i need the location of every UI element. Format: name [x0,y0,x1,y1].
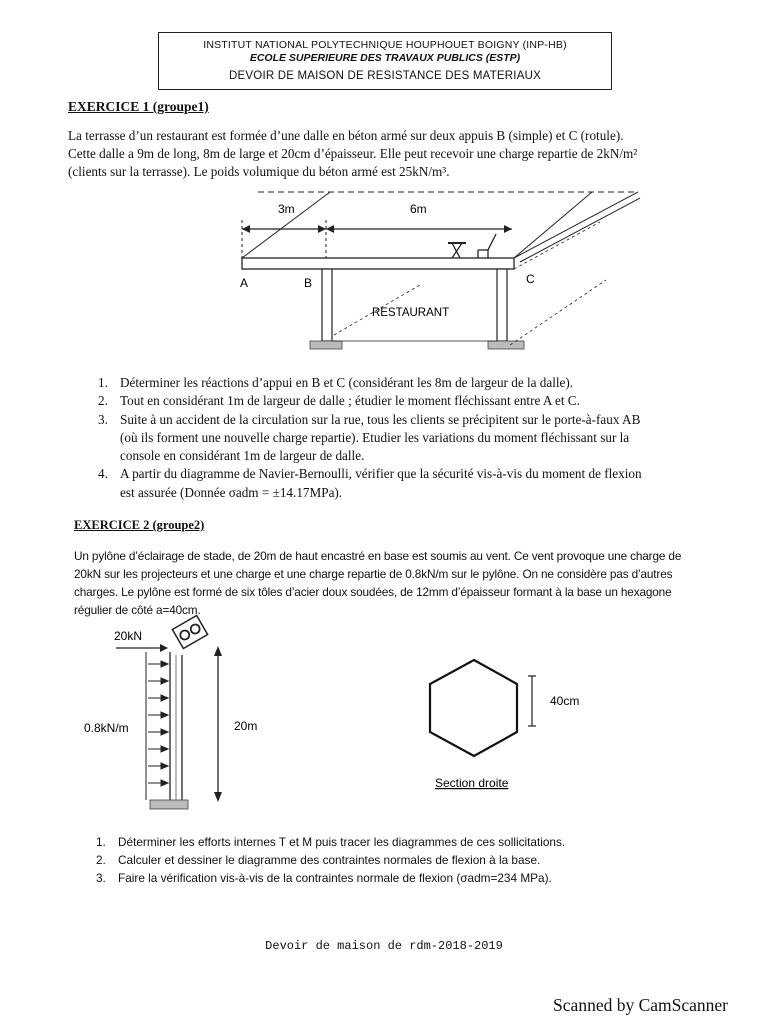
exercise1-line: (clients sur la terrasse). Le poids volumique du béton armé est 25kN/m³. [68,164,450,179]
question-item: 4. A partir du diagramme de Navier-Bernoulli, vérifier que la sécurité vis-à-vis du moment de flexion est assurée (Donnée σadm = ±14.17MPa). [98,466,642,500]
question-item: 2. Tout en considérant 1m de largeur de dalle ; étudier le moment fléchissant entre A et C. [98,393,580,409]
exercise2-questions [96,833,696,887]
label-40cm: 40cm [550,694,580,708]
question-item: 3. Faire la vérification vis-à-vis de la contraintes normale de flexion (σadm=234 MPa). [96,871,552,885]
scanner-watermark: Scanned by CamScanner [553,995,728,1015]
label-c: C [526,272,535,286]
question-item: 3. Suite à un accident de la circulation sur la rue, tous les clients se précipitent sur le porte-à-faux AB (où ils forment une nouvelle charge repartie). Etudier les variations du moment fléchissant sur la console en considérant 1m de largeur de dalle. [98,411,641,464]
page-footer: Devoir de maison de rdm-2018-2019 [265,939,503,953]
header-assignment-title: DEVOIR DE MAISON DE RESISTANCE DES MATERIAUX [229,70,541,82]
header-school: ECOLE SUPERIEURE DES TRAVAUX PUBLICS (ESTP) [249,52,521,64]
question-item: 1. Déterminer les efforts internes T et M puis tracer les diagrammes de ces sollicitations. [96,835,566,849]
label-20m: 20m [234,719,258,733]
label-20kn: 20kN [114,629,143,643]
exercise1-title: EXERCICE 1 (groupe1) [68,99,209,114]
label-restaurant: RESTAURANT [372,307,450,319]
label-0-8kn-m: 0.8kN/m [84,721,129,735]
exercise2-statement: Un pylône d’éclairage de stade, de 20m de haut encastré en base est soumis au vent. Ce vent provoque une charge de 20kN sur les projecteurs et une charge et une charge repartie de 0.8kN/m sur le pylône. On ne considère pas d’autres charges. Le pylône est formé de six tôles d’acier doux soudées, de 12mm d’épaisseur formant à la base un hexagone régulier de côté a=40cm. [74,549,682,617]
exercise1-line: La terrasse d’un restaurant est formée d’une dalle en béton armé sur deux appuis B (simple) et C (rotule). [68,128,624,143]
header-institute: INSTITUT NATIONAL POLYTECHNIQUE HOUPHOUET BOIGNY (INP-HB) [203,39,567,51]
projector-icon [172,615,207,648]
dimension-6m: 6m [410,202,427,216]
question-item: 1. Déterminer les réactions d’appui en B et C (considérant les 8m de largeur de la dalle). [98,375,574,390]
distributed-load-arrows [148,661,168,786]
hexagon-section [430,660,517,756]
exercise2-title: EXERCICE 2 (groupe2) [74,518,205,532]
exercise1-line: Cette dalle a 9m de long, 8m de large et 20cm d’épaisseur. Elle peut recevoir une charge repartie de 2kN/m² [68,146,638,161]
label-section-droite: Section droite [435,776,509,790]
question-item: 2. Calculer et dessiner le diagramme des contraintes normales de flexion à la base. [96,853,541,867]
label-a: A [240,276,249,290]
pylon-base [150,800,188,809]
label-b: B [304,276,313,290]
dimension-3m: 3m [278,202,295,216]
